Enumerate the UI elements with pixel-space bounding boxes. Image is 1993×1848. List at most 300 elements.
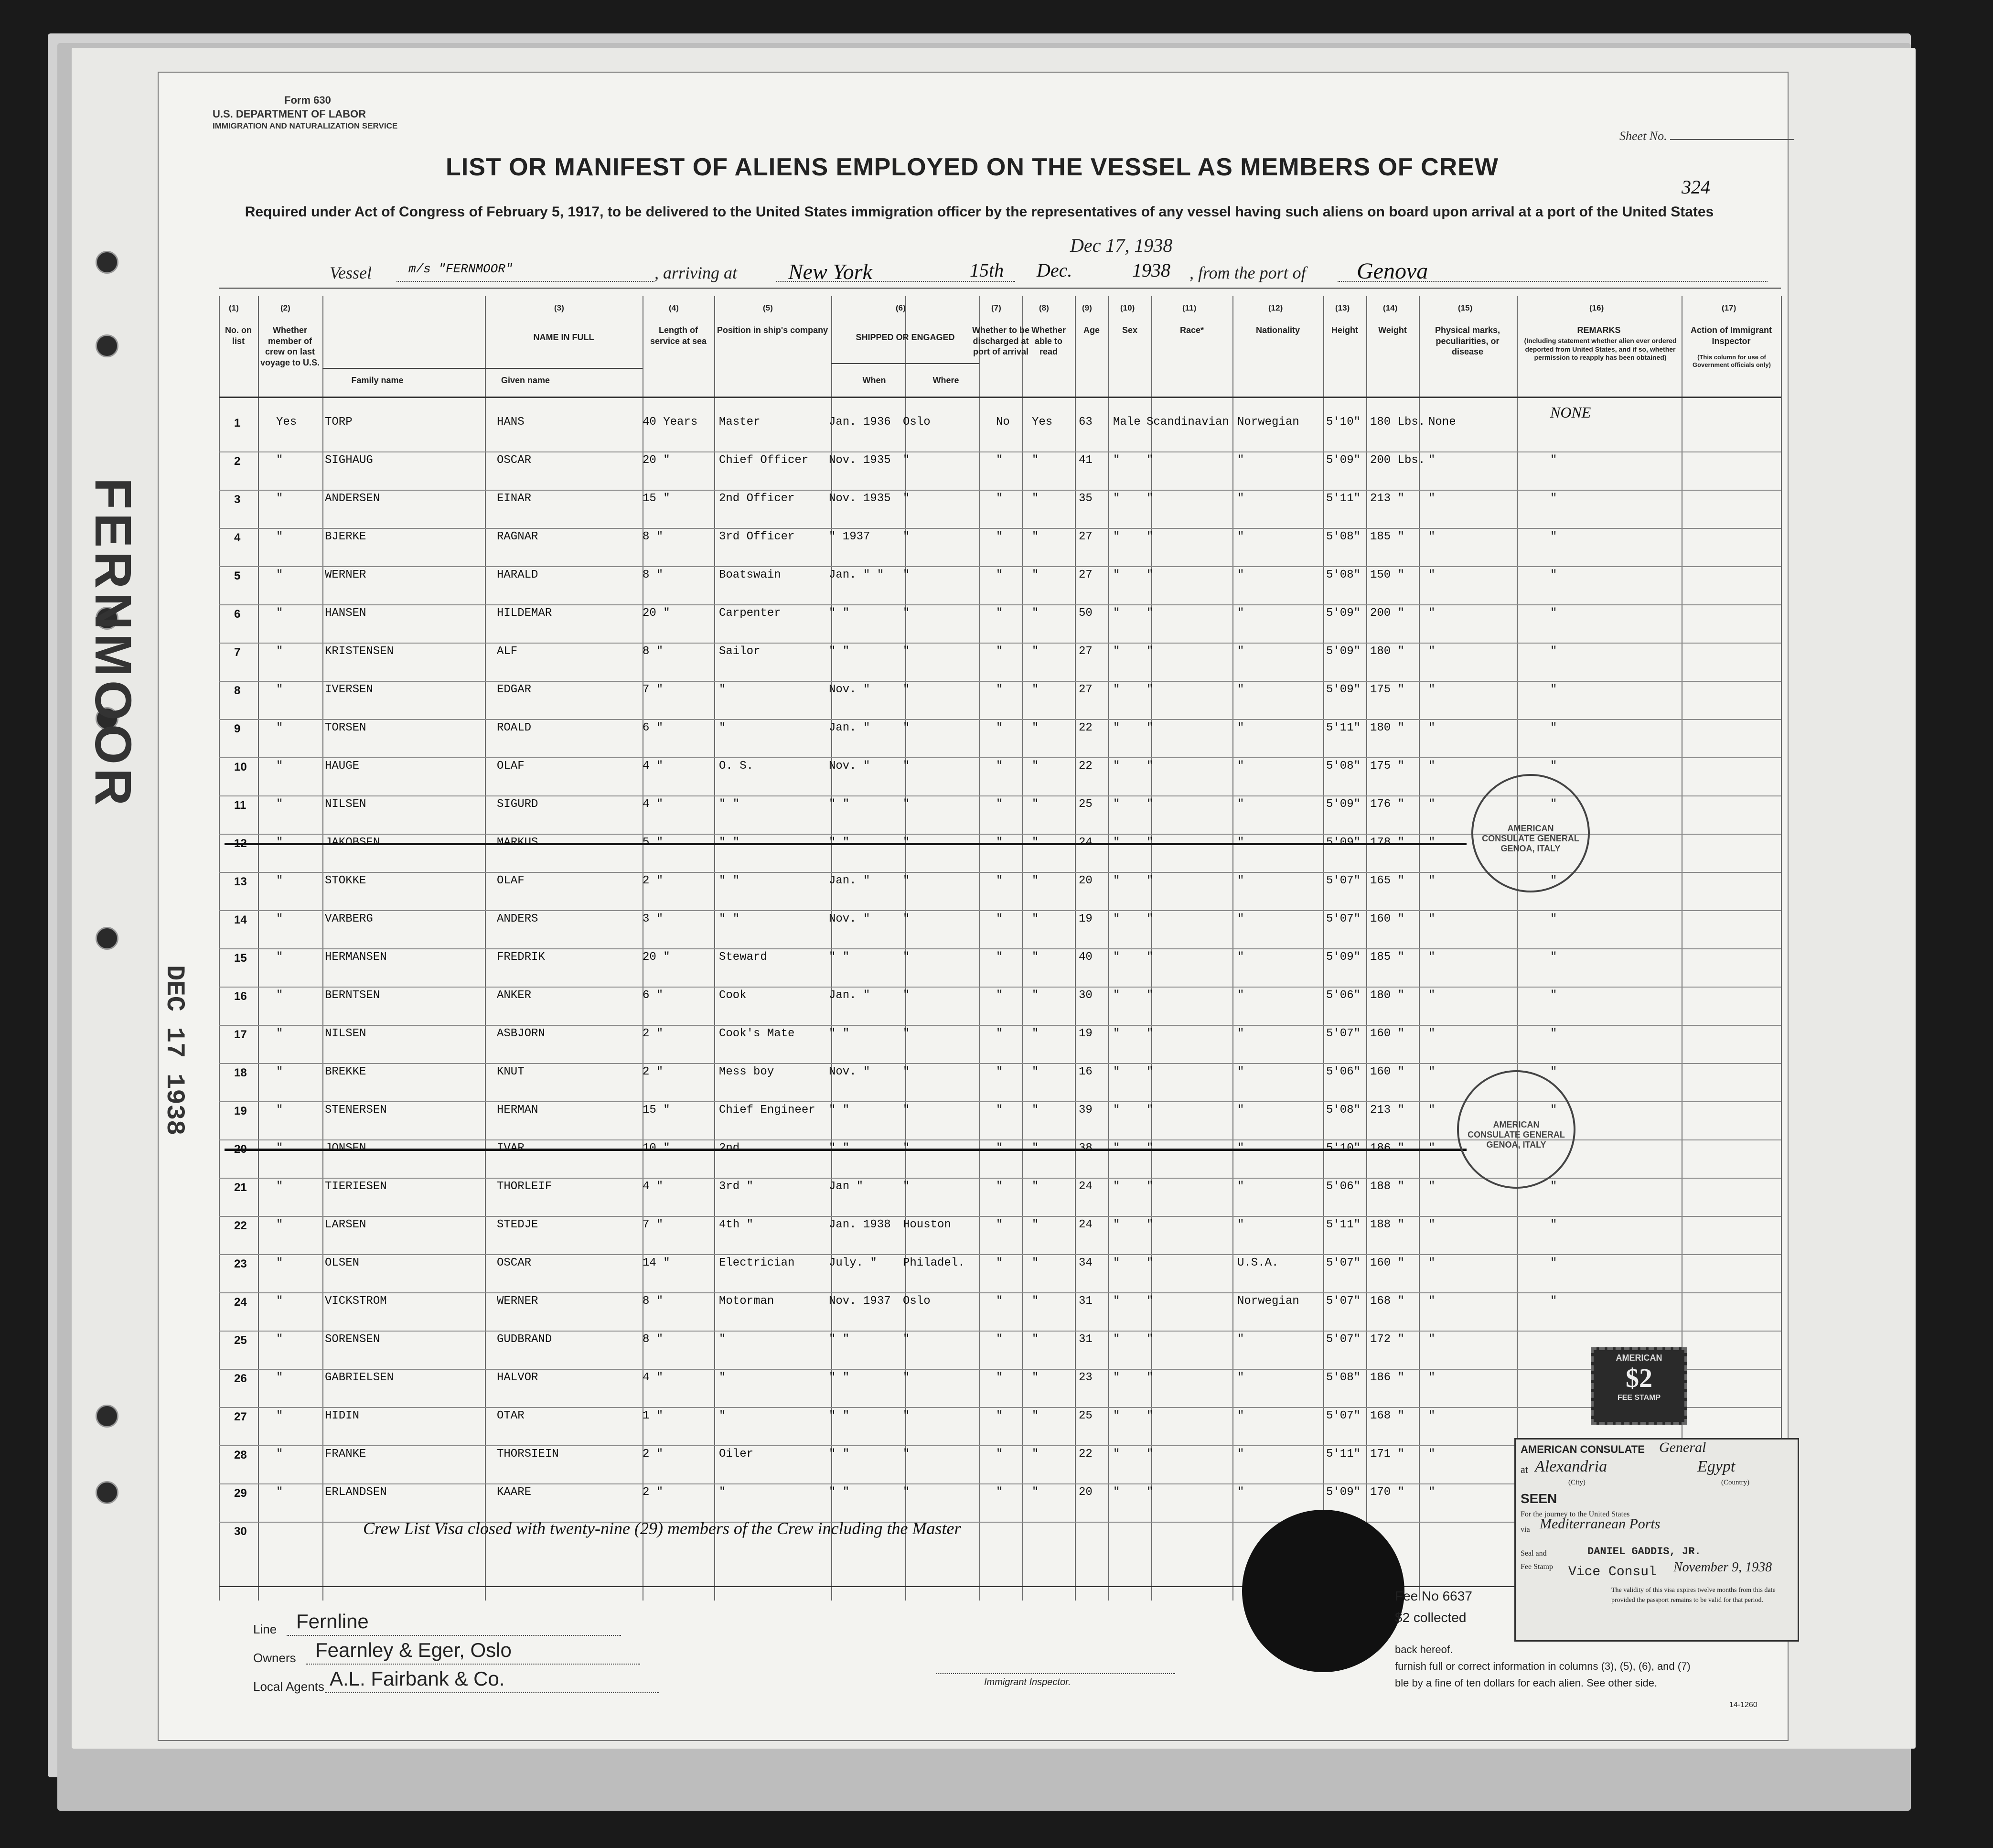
cell-shipped-where: " xyxy=(903,1027,910,1040)
cell-last-voyage: " xyxy=(276,683,283,696)
column-number: (6) xyxy=(896,303,906,312)
cell-age: 41 xyxy=(1079,454,1093,467)
cell-family-name: ERLANDSEN xyxy=(325,1486,387,1499)
where-header: Where xyxy=(932,376,959,385)
cell-able-to-read: " xyxy=(1032,1333,1039,1346)
cell-sex: " xyxy=(1113,1409,1120,1422)
cell-remarks: " xyxy=(1550,798,1557,811)
cell-given-name: HALVOR xyxy=(497,1371,538,1384)
cell-weight: 200 Lbs. xyxy=(1370,454,1425,467)
cell-race: " xyxy=(1147,760,1154,773)
row-number: 14 xyxy=(234,913,247,926)
cell-service-length: 2 " xyxy=(643,874,664,887)
cell-height: 5'06" xyxy=(1326,989,1361,1002)
cell-position: O. S. xyxy=(719,760,754,773)
cell-physical-marks: " xyxy=(1428,1065,1436,1078)
cell-sex: " xyxy=(1113,1104,1120,1117)
cell-shipped-where: " xyxy=(903,454,910,467)
binder-hole xyxy=(96,927,118,950)
column-number: (1) xyxy=(229,303,239,312)
cell-position: Electrician xyxy=(719,1257,795,1269)
row-number: 22 xyxy=(234,1219,247,1232)
cell-given-name: OTAR xyxy=(497,1409,525,1422)
cell-discharge: " xyxy=(996,1065,1003,1078)
cell-service-length: 2 " xyxy=(643,1486,664,1499)
cell-race: " xyxy=(1147,1448,1154,1461)
cell-discharge: " xyxy=(996,492,1003,505)
cell-family-name: KRISTENSEN xyxy=(325,645,394,658)
cell-able-to-read: " xyxy=(1032,760,1039,773)
cell-remarks: " xyxy=(1550,913,1557,925)
owners-label: Owners xyxy=(253,1651,296,1665)
cell-remarks: " xyxy=(1550,683,1557,696)
row-rule xyxy=(219,490,1781,491)
cell-shipped-when: " " xyxy=(829,1448,850,1461)
cell-nationality: " xyxy=(1237,760,1244,773)
cell-shipped-where: Houston xyxy=(903,1218,951,1231)
cell-physical-marks: " xyxy=(1428,798,1436,811)
column-number: (14) xyxy=(1383,303,1398,312)
cell-able-to-read: " xyxy=(1032,721,1039,734)
cell-service-length: 8 " xyxy=(643,645,664,658)
cell-sex: " xyxy=(1113,1027,1120,1040)
binder-hole xyxy=(96,334,118,357)
cell-age: 35 xyxy=(1079,492,1093,505)
cell-service-length: 40 Years xyxy=(643,416,698,429)
cell-physical-marks: " xyxy=(1428,1295,1436,1308)
cell-nationality: U.S.A. xyxy=(1237,1257,1279,1269)
cell-able-to-read: " xyxy=(1032,1409,1039,1422)
cell-height: 5'07" xyxy=(1326,1027,1361,1040)
cell-given-name: ASBJORN xyxy=(497,1027,545,1040)
cell-shipped-where: " xyxy=(903,1448,910,1461)
cell-weight: 185 " xyxy=(1370,530,1405,543)
cell-shipped-where: " xyxy=(903,951,910,964)
cell-able-to-read: " xyxy=(1032,874,1039,887)
cell-position: " xyxy=(719,1333,726,1346)
cell-able-to-read: " xyxy=(1032,951,1039,964)
cell-discharge: No xyxy=(996,416,1010,429)
cell-sex: " xyxy=(1113,454,1120,467)
column-number: (17) xyxy=(1722,303,1736,312)
cell-given-name: HARALD xyxy=(497,569,538,581)
cell-shipped-where: " xyxy=(903,645,910,658)
cell-nationality: " xyxy=(1237,951,1244,964)
column-header: Action of Immigrant Inspector xyxy=(1691,325,1772,346)
row-number: 28 xyxy=(234,1449,247,1461)
cell-given-name: ANDERS xyxy=(497,913,538,925)
cell-given-name: RAGNAR xyxy=(497,530,538,543)
cell-position: Steward xyxy=(719,951,767,964)
side-date-stamp: DEC 17 1938 xyxy=(160,965,189,1136)
cell-given-name: ANKER xyxy=(497,989,532,1002)
cell-family-name: STOKKE xyxy=(325,874,366,887)
cell-service-length: 8 " xyxy=(643,569,664,581)
cell-given-name: ROALD xyxy=(497,721,532,734)
cell-family-name: SIGHAUG xyxy=(325,454,373,467)
cell-height: 5'09" xyxy=(1326,798,1361,811)
cell-age: 31 xyxy=(1079,1333,1093,1346)
cell-age: 30 xyxy=(1079,989,1093,1002)
cell-weight: 180 Lbs. xyxy=(1370,416,1425,429)
cell-weight: 160 " xyxy=(1370,913,1405,925)
cell-age: 31 xyxy=(1079,1295,1093,1308)
cell-shipped-when: " " xyxy=(829,798,850,811)
column-header: Height xyxy=(1331,325,1358,335)
cell-nationality: " xyxy=(1237,569,1244,581)
cell-shipped-where: " xyxy=(903,1371,910,1384)
cell-discharge: " xyxy=(996,721,1003,734)
cell-last-voyage: " xyxy=(276,721,283,734)
cell-weight: 185 " xyxy=(1370,951,1405,964)
cell-position: Cook xyxy=(719,989,747,1002)
row-rule xyxy=(219,604,1781,605)
cell-physical-marks: None xyxy=(1428,416,1456,429)
cell-last-voyage: " xyxy=(276,1065,283,1078)
cell-shipped-where: " xyxy=(903,1180,910,1193)
cell-physical-marks: " xyxy=(1428,951,1436,964)
cell-family-name: TIERIESEN xyxy=(325,1180,387,1193)
from-label: , from the port of xyxy=(1189,263,1306,282)
cell-weight: 168 " xyxy=(1370,1295,1405,1308)
cell-sex: " xyxy=(1113,874,1120,887)
cell-age: 27 xyxy=(1079,683,1093,696)
column-header: Race* xyxy=(1179,325,1204,335)
column-header: Position in ship's company xyxy=(717,325,828,335)
cell-height: 5'08" xyxy=(1326,569,1361,581)
cell-service-length: 4 " xyxy=(643,1180,664,1193)
cell-sex: " xyxy=(1113,1065,1120,1078)
cell-physical-marks: " xyxy=(1428,569,1436,581)
cell-service-length: 7 " xyxy=(643,1218,664,1231)
row-rule xyxy=(219,1063,1781,1064)
row-number: 6 xyxy=(234,608,241,621)
cell-able-to-read: " xyxy=(1032,645,1039,658)
cell-last-voyage: " xyxy=(276,645,283,658)
inspector-label: Immigrant Inspector. xyxy=(984,1677,1071,1687)
cell-age: 27 xyxy=(1079,569,1093,581)
cell-nationality: " xyxy=(1237,874,1244,887)
row-number: 1 xyxy=(234,417,241,430)
action-note: (This column for use of Government officials only) xyxy=(1693,354,1771,369)
row-rule xyxy=(219,681,1781,682)
cell-sex: " xyxy=(1113,1295,1120,1308)
cell-physical-marks: " xyxy=(1428,874,1436,887)
consulate-seal-2: AMERICAN CONSULATE GENERAL GENOA, ITALY xyxy=(1457,1070,1575,1189)
cell-physical-marks: " xyxy=(1428,607,1436,620)
cell-family-name: OLSEN xyxy=(325,1257,360,1269)
cell-race: " xyxy=(1147,1257,1154,1269)
cell-shipped-where: " xyxy=(903,530,910,543)
cell-nationality: " xyxy=(1237,683,1244,696)
row-rule xyxy=(219,1025,1781,1026)
cell-weight: 213 " xyxy=(1370,492,1405,505)
cell-last-voyage: " xyxy=(276,1257,283,1269)
cell-shipped-when: " " xyxy=(829,1333,850,1346)
cell-race: " xyxy=(1147,1104,1154,1117)
header-divider xyxy=(322,368,643,369)
cell-race: " xyxy=(1147,1371,1154,1384)
cell-shipped-when: " 1937 xyxy=(829,530,870,543)
cell-race: " xyxy=(1147,1486,1154,1499)
cell-service-length: 4 " xyxy=(643,760,664,773)
cell-shipped-where: " xyxy=(903,683,910,696)
cell-family-name: SORENSEN xyxy=(325,1333,380,1346)
cell-discharge: " xyxy=(996,1257,1003,1269)
cell-shipped-where: " xyxy=(903,1065,910,1078)
cell-shipped-where: " xyxy=(903,492,910,505)
cell-service-length: 15 " xyxy=(643,1104,670,1117)
cell-age: 34 xyxy=(1079,1257,1093,1269)
row-rule xyxy=(219,757,1781,758)
cell-family-name: ANDERSEN xyxy=(325,492,380,505)
cell-able-to-read: " xyxy=(1032,1257,1039,1269)
cell-shipped-when: Nov. " xyxy=(829,760,870,773)
cell-service-length: 4 " xyxy=(643,798,664,811)
cell-service-length: 15 " xyxy=(643,492,670,505)
cell-discharge: " xyxy=(996,1104,1003,1117)
cell-age: 22 xyxy=(1079,760,1093,773)
cell-family-name: STENERSEN xyxy=(325,1104,387,1117)
cell-given-name: HILDEMAR xyxy=(497,607,552,620)
cell-physical-marks: " xyxy=(1428,1180,1436,1193)
cell-remarks: " xyxy=(1550,760,1557,773)
cell-shipped-where: " xyxy=(903,989,910,1002)
bureau-name: IMMIGRATION AND NATURALIZATION SERVICE xyxy=(213,121,398,131)
department-header xyxy=(213,94,397,131)
row-number: 15 xyxy=(234,952,247,965)
column-number: (2) xyxy=(280,303,290,312)
column-header: NAME IN FULL xyxy=(533,333,594,342)
column-number: (12) xyxy=(1268,303,1283,312)
cell-given-name: HANS xyxy=(497,416,525,429)
column-header: Whether able to read xyxy=(1031,325,1066,356)
cell-height: 5'09" xyxy=(1326,1486,1361,1499)
column-header: REMARKS xyxy=(1577,325,1621,335)
cell-last-voyage: " xyxy=(276,607,283,620)
row-number: 29 xyxy=(234,1487,247,1500)
column-number: (8) xyxy=(1039,303,1049,312)
cell-last-voyage: " xyxy=(276,798,283,811)
cell-nationality: " xyxy=(1237,645,1244,658)
cell-discharge: " xyxy=(996,645,1003,658)
cell-shipped-when: Nov. " xyxy=(829,683,870,696)
cell-shipped-when: " " xyxy=(829,951,850,964)
row-rule xyxy=(219,451,1781,452)
row-number: 5 xyxy=(234,569,241,582)
cell-family-name: HAUGE xyxy=(325,760,360,773)
cell-nationality: Norwegian xyxy=(1237,1295,1299,1308)
row-rule xyxy=(219,1254,1781,1255)
row-number: 18 xyxy=(234,1066,247,1079)
cell-sex: " xyxy=(1113,721,1120,734)
cell-nationality: " xyxy=(1237,913,1244,925)
cell-family-name: BREKKE xyxy=(325,1065,366,1078)
cell-race: Scandinavian xyxy=(1147,416,1229,429)
cell-physical-marks: " xyxy=(1428,683,1436,696)
cell-service-length: 20 " xyxy=(643,454,670,467)
cell-last-voyage: " xyxy=(276,1448,283,1461)
cell-physical-marks: " xyxy=(1428,1409,1436,1422)
cell-height: 5'11" xyxy=(1326,721,1361,734)
cell-sex: " xyxy=(1113,798,1120,811)
family-name-header: Family name xyxy=(351,376,404,385)
cell-service-length: 6 " xyxy=(643,989,664,1002)
cell-service-length: 20 " xyxy=(643,951,670,964)
cell-shipped-where: " xyxy=(903,874,910,887)
cell-physical-marks: " xyxy=(1428,1218,1436,1231)
cell-sex: " xyxy=(1113,1486,1120,1499)
row-number: 26 xyxy=(234,1372,247,1385)
cell-weight: 188 " xyxy=(1370,1218,1405,1231)
cell-last-voyage: " xyxy=(276,1027,283,1040)
cell-physical-marks: " xyxy=(1428,530,1436,543)
cell-service-length: 20 " xyxy=(643,607,670,620)
cell-sex: " xyxy=(1113,760,1120,773)
cell-service-length: 8 " xyxy=(643,530,664,543)
column-header: No. on list xyxy=(225,325,252,346)
cell-nationality: " xyxy=(1237,530,1244,543)
cell-height: 5'07" xyxy=(1326,913,1361,925)
cell-position: Carpenter xyxy=(719,607,781,620)
cell-sex: " xyxy=(1113,1257,1120,1269)
form-number: Form 630 xyxy=(284,94,331,106)
cell-shipped-where: " xyxy=(903,569,910,581)
cell-discharge: " xyxy=(996,760,1003,773)
cell-shipped-where: Oslo xyxy=(903,1295,931,1308)
cell-height: 5'08" xyxy=(1326,1371,1361,1384)
row-number: 11 xyxy=(234,799,246,812)
cell-position: 3rd Officer xyxy=(719,530,795,543)
cell-race: " xyxy=(1147,874,1154,887)
cell-family-name: BERNTSEN xyxy=(325,989,380,1002)
cell-able-to-read: Yes xyxy=(1032,416,1053,429)
cell-sex: " xyxy=(1113,1218,1120,1231)
cell-family-name: HERMANSEN xyxy=(325,951,387,964)
cell-service-length: 8 " xyxy=(643,1295,664,1308)
cell-physical-marks: " xyxy=(1428,1104,1436,1117)
cell-weight: 160 " xyxy=(1370,1257,1405,1269)
cell-height: 5'09" xyxy=(1326,645,1361,658)
row-rule xyxy=(219,1292,1781,1293)
cell-weight: 180 " xyxy=(1370,989,1405,1002)
cell-race: " xyxy=(1147,951,1154,964)
cell-shipped-when: Jan. " xyxy=(829,989,870,1002)
row-rule xyxy=(219,948,1781,949)
cell-physical-marks: " xyxy=(1428,1027,1436,1040)
cell-shipped-where: " xyxy=(903,721,910,734)
cell-last-voyage: " xyxy=(276,569,283,581)
cell-given-name: ALF xyxy=(497,645,518,658)
cell-shipped-when: Nov. 1935 xyxy=(829,454,891,467)
cell-weight: 175 " xyxy=(1370,760,1405,773)
cell-sex: " xyxy=(1113,1333,1120,1346)
cell-position: Sailor xyxy=(719,645,761,658)
agents-label: Local Agents xyxy=(253,1679,324,1694)
row-rule xyxy=(219,528,1781,529)
cell-physical-marks: " xyxy=(1428,645,1436,658)
page-number: 324 xyxy=(1682,176,1710,198)
column-header: Weight xyxy=(1378,325,1407,335)
cell-remarks: " xyxy=(1550,492,1557,505)
cell-last-voyage: " xyxy=(276,913,283,925)
cell-remarks: " xyxy=(1550,721,1557,734)
arrival-year: 1938 xyxy=(1132,259,1170,281)
cell-position: Mess boy xyxy=(719,1065,774,1078)
row-number: 10 xyxy=(234,761,247,774)
cell-remarks: " xyxy=(1550,989,1557,1002)
column-header: SHIPPED OR ENGAGED xyxy=(856,333,955,342)
column-number: (5) xyxy=(763,303,773,312)
cell-given-name: THORSIEIN xyxy=(497,1448,559,1461)
page-title: LIST OR MANIFEST OF ALIENS EMPLOYED ON THE VESSEL AS MEMBERS OF CREW xyxy=(446,153,1499,181)
cell-shipped-when: Nov. 1937 xyxy=(829,1295,891,1308)
cell-physical-marks: " xyxy=(1428,1448,1436,1461)
cell-age: 24 xyxy=(1079,1180,1093,1193)
cell-remarks: " xyxy=(1550,1065,1557,1078)
cell-sex: " xyxy=(1113,1448,1120,1461)
cell-physical-marks: " xyxy=(1428,721,1436,734)
header-divider xyxy=(831,363,979,364)
column-number: (7) xyxy=(991,303,1001,312)
cell-shipped-when: Jan. " xyxy=(829,721,870,734)
cell-physical-marks: " xyxy=(1428,989,1436,1002)
cell-height: 5'08" xyxy=(1326,530,1361,543)
cell-family-name: TORSEN xyxy=(325,721,366,734)
cell-last-voyage: " xyxy=(276,1409,283,1422)
cell-race: " xyxy=(1147,1333,1154,1346)
row-number: 24 xyxy=(234,1296,247,1309)
cell-last-voyage: " xyxy=(276,530,283,543)
cell-remarks: " xyxy=(1550,951,1557,964)
column-header: Sex xyxy=(1122,325,1138,335)
cell-given-name: OSCAR xyxy=(497,454,532,467)
cell-discharge: " xyxy=(996,569,1003,581)
cell-height: 5'11" xyxy=(1326,1448,1361,1461)
cell-physical-marks: " xyxy=(1428,1333,1436,1346)
cell-nationality: " xyxy=(1237,989,1244,1002)
cell-physical-marks: " xyxy=(1428,1486,1436,1499)
cell-family-name: WERNER xyxy=(325,569,366,581)
cell-able-to-read: " xyxy=(1032,1486,1039,1499)
cell-able-to-read: " xyxy=(1032,1065,1039,1078)
row-number: 9 xyxy=(234,722,241,735)
cell-shipped-where: " xyxy=(903,798,910,811)
cell-sex: " xyxy=(1113,683,1120,696)
cell-discharge: " xyxy=(996,1180,1003,1193)
cell-weight: 168 " xyxy=(1370,1409,1405,1422)
cell-weight: 213 " xyxy=(1370,1104,1405,1117)
cell-sex: " xyxy=(1113,569,1120,581)
cell-remarks: " xyxy=(1550,454,1557,467)
agents-value: A.L. Fairbank & Co. xyxy=(330,1667,505,1690)
strike-through xyxy=(225,843,1467,845)
cell-race: " xyxy=(1147,1409,1154,1422)
row-rule xyxy=(219,1407,1781,1408)
cell-discharge: " xyxy=(996,1409,1003,1422)
cell-discharge: " xyxy=(996,683,1003,696)
cell-remarks: " xyxy=(1550,607,1557,620)
column-header: Physical marks, peculiarities, or disease xyxy=(1435,325,1500,356)
cell-given-name: EINAR xyxy=(497,492,532,505)
row-number: 27 xyxy=(234,1410,247,1423)
cell-nationality: " xyxy=(1237,1486,1244,1499)
inspector-signature-line xyxy=(936,1672,1175,1674)
cell-nationality: " xyxy=(1237,1027,1244,1040)
cell-age: 50 xyxy=(1079,607,1093,620)
cell-sex: " xyxy=(1113,530,1120,543)
cell-given-name: FREDRIK xyxy=(497,951,545,964)
